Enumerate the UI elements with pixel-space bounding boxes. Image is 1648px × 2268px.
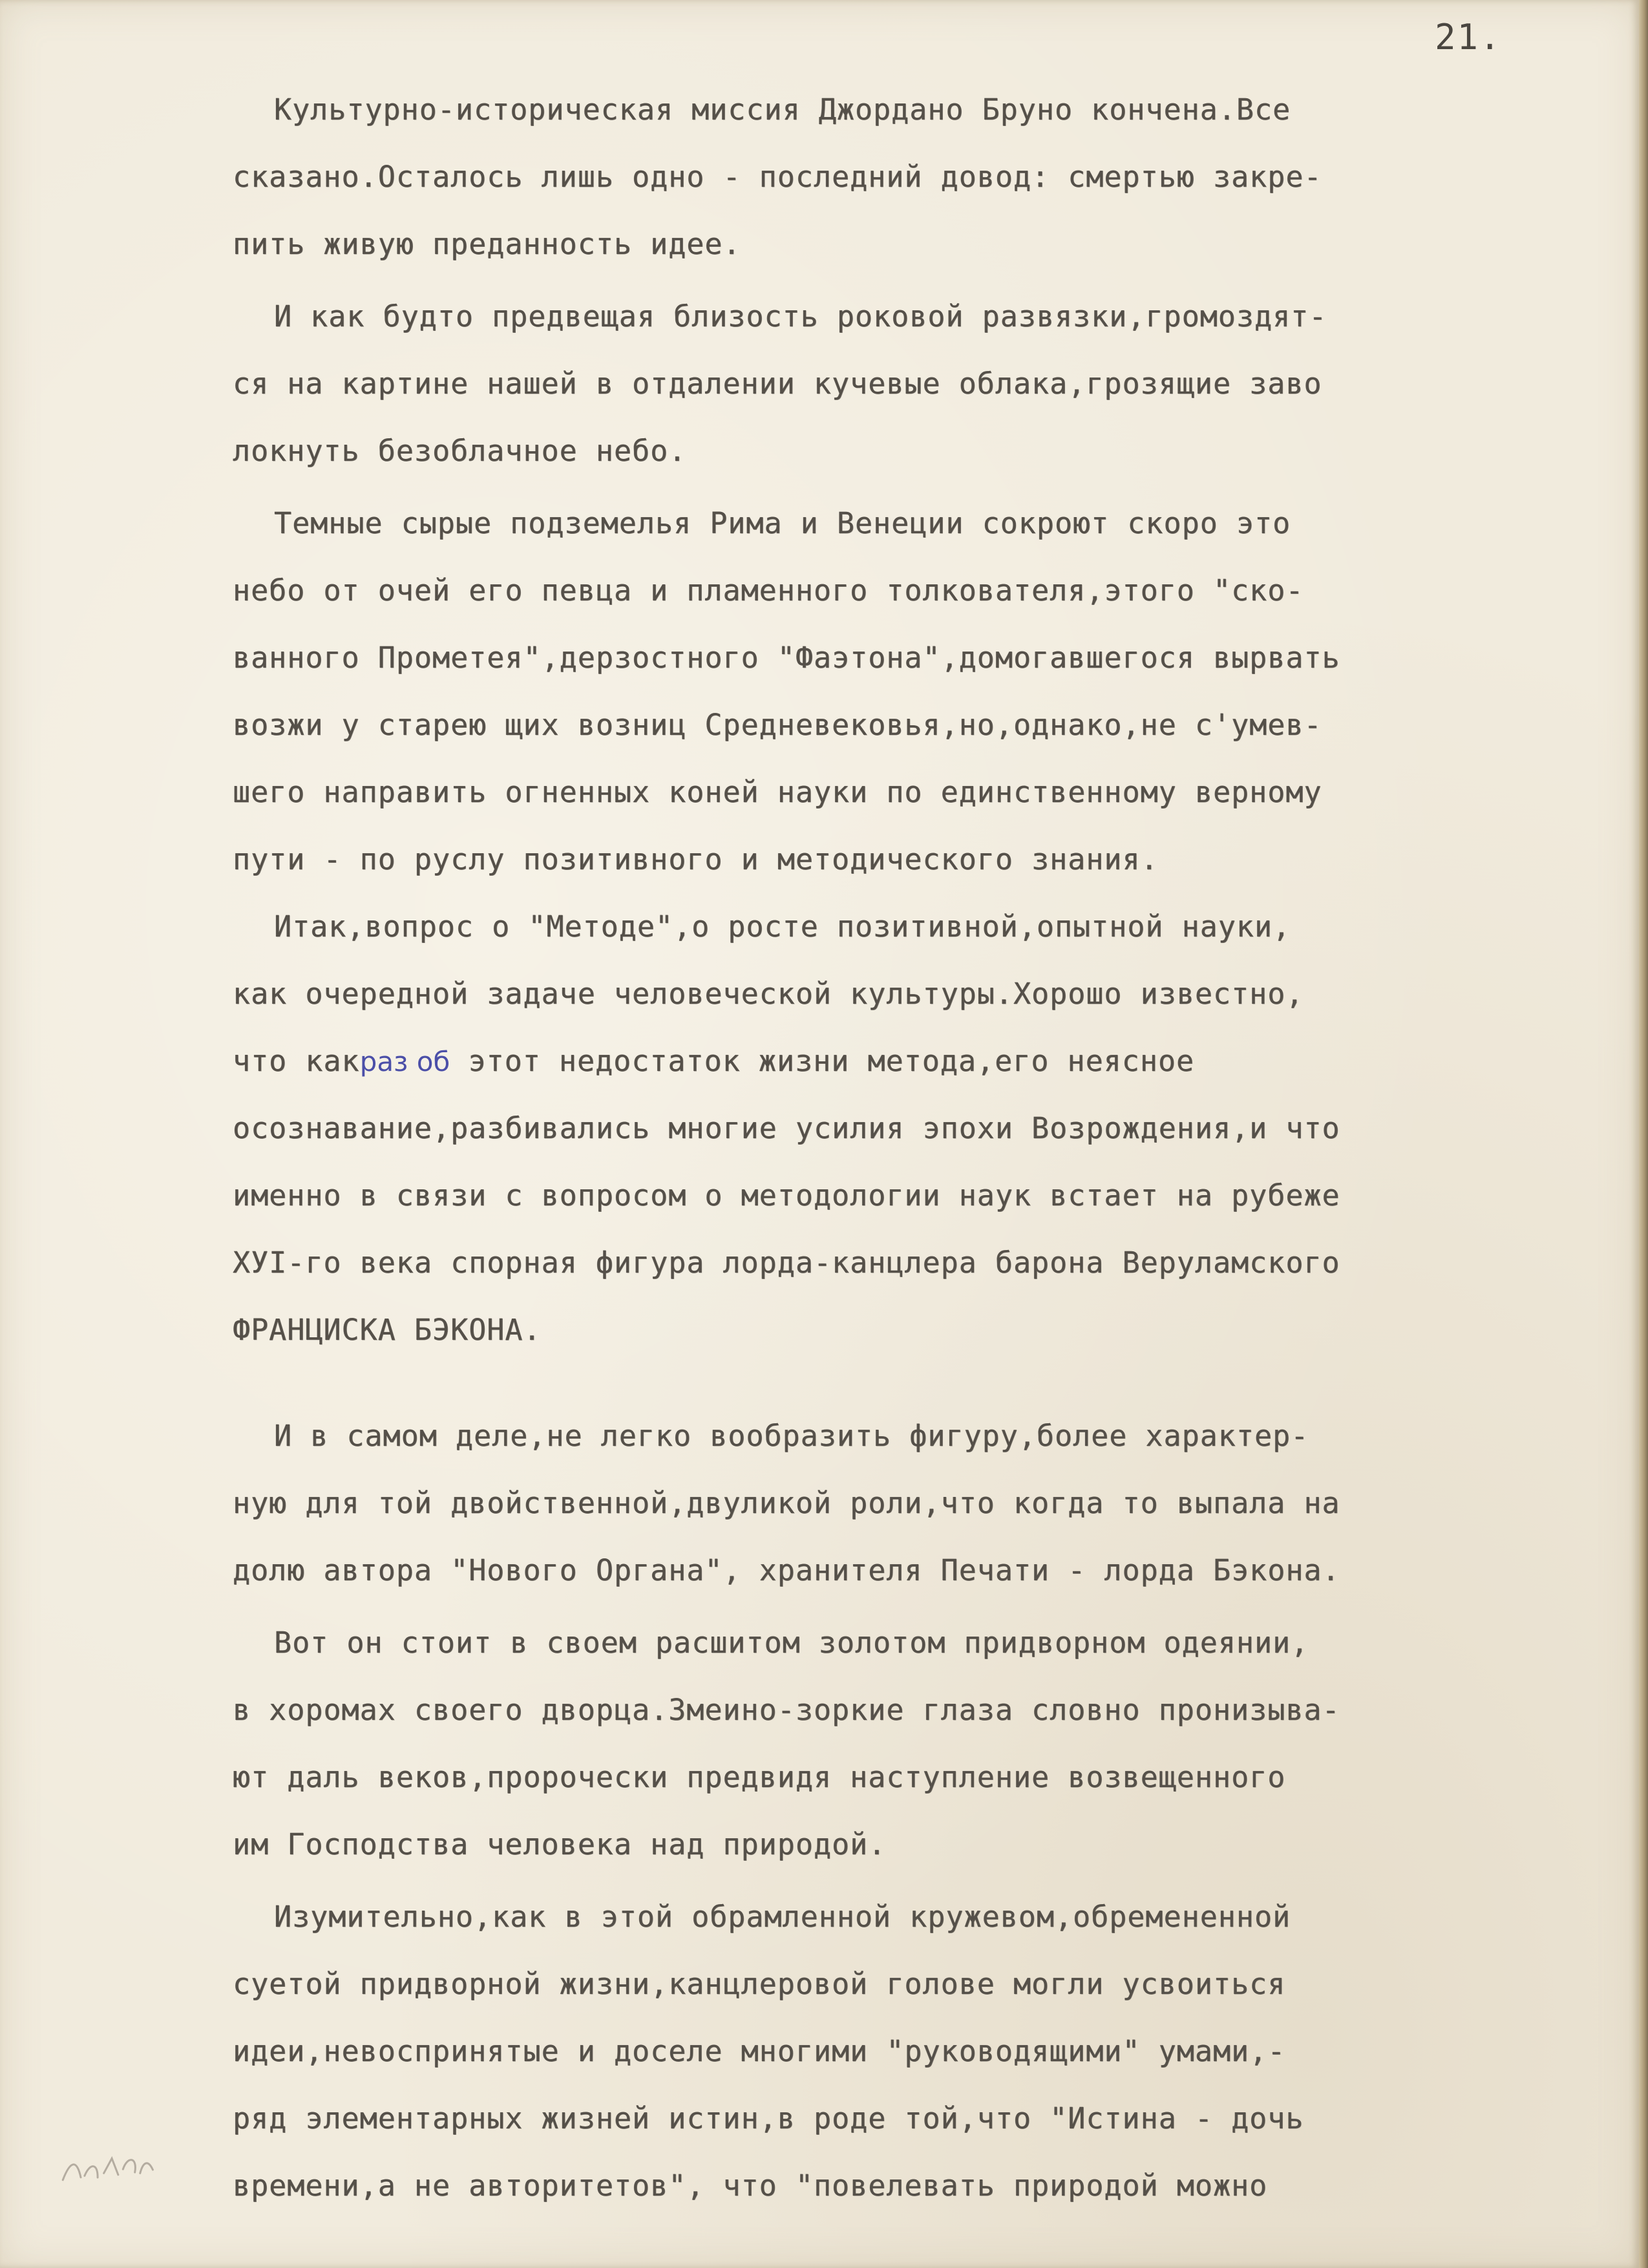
text-line-with-correction [233, 1028, 1577, 1095]
text-line: локнуть безоблачное небо. [233, 434, 687, 468]
text-line: пути - по руслу позитивного и методического знания. [233, 842, 1159, 876]
page-number: 21. [1435, 17, 1502, 58]
text-line: ную для той двойственной,двуликой роли,что когда то выпала на [233, 1486, 1340, 1520]
text-line: идеи,невоспринятые и доселе многими "руководящими" умами,- [233, 2034, 1286, 2068]
text-fragment: метода,его неясное [849, 1044, 1195, 1078]
text-line: ся на картине нашей в отдалении кучевые облака,грозящие заво [233, 366, 1322, 401]
text-line: ванного Прометея",дерзостного "Фаэтона",домогавшегося вырвать [233, 641, 1340, 675]
text-line: времени,а не авторитетов", что "повелевать природой можно [233, 2168, 1268, 2203]
typed-text [233, 76, 1577, 2220]
text-line: ФРАНЦИСКА БЭКОНА. [233, 1313, 542, 1347]
text-line: возжи у старею щих возниц Средневековья,но,однако,не с'умев- [233, 708, 1322, 742]
text-line: осознавание,разбивались многие усилия эпохи Возрождения,и что [233, 1111, 1340, 1145]
text-line: небо от очей его певца и пламенного толкователя,этого "ско- [233, 573, 1304, 608]
text-line: Вот он стоит в своем расшитом золотом придворном одеянии, [274, 1626, 1309, 1660]
text-line: суетой придворной жизни,канцлеровой голове могли усвоиться [233, 1967, 1286, 2001]
handwritten-correction: раз об [359, 1046, 450, 1077]
text-line: Темные сырые подземелья Рима и Венеции сокроют скоро это [274, 506, 1291, 540]
text-fragment: что как [233, 1044, 360, 1078]
text-fragment: этот недостаток [468, 1044, 759, 1078]
page-edge [1639, 0, 1648, 2268]
text-line: И как будто предвещая близость роковой развязки,громоздят- [274, 299, 1327, 334]
text-line: пить живую преданность идее. [233, 227, 741, 261]
struck-word: жизней [541, 2101, 651, 2136]
text-line: И в самом деле,не легко вообразить фигуру,более характер- [274, 1419, 1309, 1453]
text-line-with-strike [233, 2085, 1577, 2152]
text-line: шего направить огненных коней науки по единственному верному [233, 775, 1322, 809]
margin-pencil-mark [57, 2141, 157, 2193]
text-line: как очередной задаче человеческой культуры.Хорошо известно, [233, 977, 1304, 1011]
text-fragment: истин,в роде той,что "Истина - дочь [650, 2101, 1304, 2136]
text-line: Изумительно,как в этой обрамленной кружевом,обремененной [274, 1900, 1291, 1934]
text-line: Культурно-историческая миссия Джордано Бруно кончена.Все [274, 92, 1291, 127]
text-line: в хоромах своего дворца.Змеино-зоркие глаза словно пронизыва- [233, 1693, 1340, 1727]
struck-word: жизни [758, 1044, 850, 1078]
text-line: именно в связи с вопросом о методологии наук встает на рубеже [233, 1178, 1340, 1213]
text-fragment: ряд элементарных [233, 2101, 542, 2136]
text-line: ХУI-го века спорная фигура лорда-канцлера барона Веруламского [233, 1245, 1340, 1280]
text-line: им Господства человека над природой. [233, 1827, 887, 1861]
text-line: сказано.Осталось лишь одно - последний довод: смертью закре- [233, 160, 1322, 194]
text-line: Итак,вопрос о "Методе",о росте позитивной,опытной науки, [274, 909, 1291, 944]
text-line: ют даль веков,пророчески предвидя наступление возвещенного [233, 1760, 1286, 1794]
text-line: долю автора "Нового Органа", хранителя Печати - лорда Бэкона. [233, 1553, 1340, 1587]
